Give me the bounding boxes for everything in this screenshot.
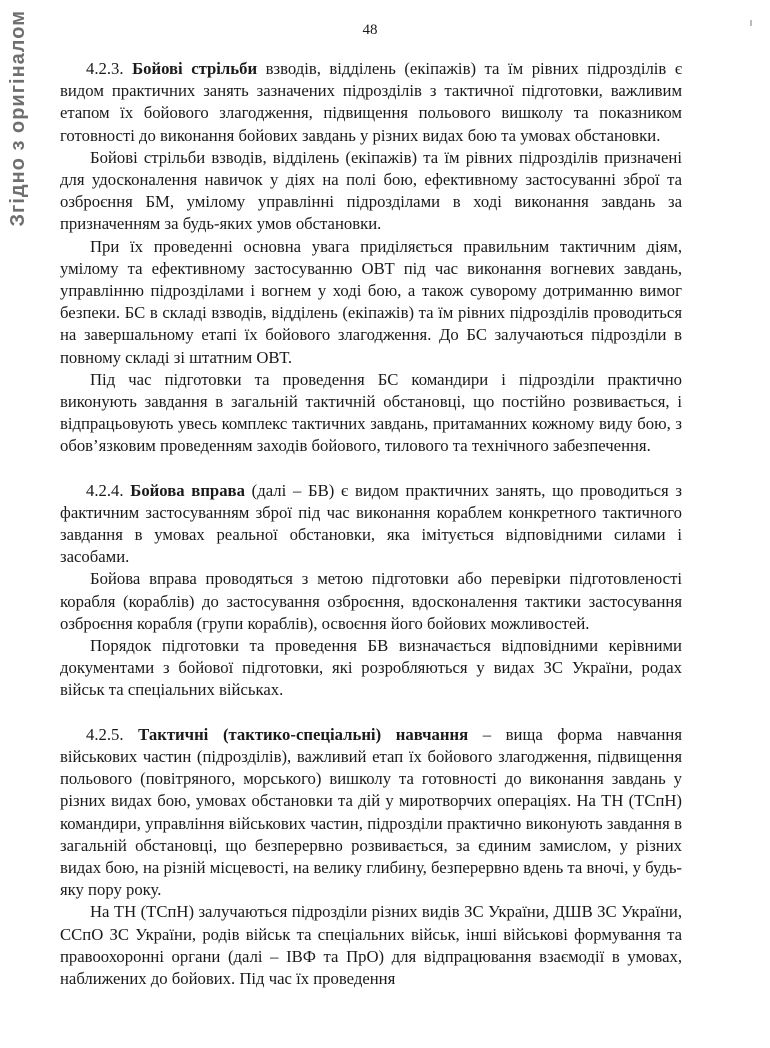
page-number: 48 — [362, 22, 378, 38]
scan-edge-mark — [750, 20, 752, 26]
section-term: Бойові стрільби — [132, 59, 258, 78]
section-term: Бойова вправа — [130, 480, 245, 500]
paragraph-text: взводів, відділень (екіпажів) та їм рівних підрозділів є видом практичних занять зазначених підрозділів з тактичної підготовки, важливим етапом їх бойового злагодження, підвищення польового вишколу та показником готовності до виконання бойових завдань у різних видах бою та умовах обстановки. — [60, 59, 683, 145]
paragraph: Під час підготовки та проведення БС командири і підрозділи практично виконують завдання в загальній тактичній обстановці, що постійно розвивається, і відпрацьовують увесь комплекс тактичних завдань, притаманних кожному виду бою, з обов’язковим проведенням заходів бойового, тилового та технічного забезпечення. — [60, 369, 682, 456]
paragraph-text: – вища форма навчання військових частин (підрозділів), важливий етап їх бойового злагодження, підвищення польового (повітряного, морського) вишколу та готовності до виконання завдань у різних видах бою, умовах обстановки та дій у миротворчих операціях. На ТН (ТСпН) командири, управління військових частин, підрозділи практично виконують завдання в загальній обстановці, що безперервно розвивається, за єдиним замислом, у різних видах бою, на різній місцевості, на велику глибину, безперервно вдень та вночі, у будь-яку пору року. — [60, 724, 682, 900]
document-body — [60, 58, 682, 990]
paragraph-4-2-5-intro — [60, 724, 682, 902]
certified-copy-stamp: Згідно з оригіналом — [7, 10, 29, 227]
section-number: 4.2.3. — [86, 59, 133, 78]
paragraph: При їх проведенні основна увага приділяється правильним тактичним діям, умілому та ефективному застосуванню ОВТ під час виконання вогневих завдань, управлінню підрозділами і вогнем у ході бою, а також суворому дотриманню вимог безпеки. БС в складі взводів, відділень (екіпажів) та їм рівних підрозділів проводиться на завершальному етапі їх бойового злагодження. До БС залучаються підрозділи в повному складі зі штатним ОВТ. — [60, 236, 682, 367]
paragraph: Порядок підготовки та проведення БВ визначається відповідними керівними документами з бойової підготовки, які розробляються у видах ЗС України, родах військ та спеціальних військах. — [60, 636, 682, 700]
paragraph-4-2-3-intro — [60, 58, 682, 147]
paragraph: На ТН (ТСпН) залучаються підрозділи різних видів ЗС України, ДШВ ЗС України, ССпО ЗС України, родів військ та спеціальних військ, інші військові формування та правоохоронні органи (далі – ІВФ та ПрО) для відпрацювання взаємодії в умовах, наближених до бойових. Під час їх проведення — [60, 902, 682, 988]
paragraph-text: (далі – БВ) є видом практичних занять, що проводиться з фактичним застосуванням зброї під час виконання кораблем конкретного тактичного завдання в умовах реальної обстановки, яка імітується відповідними силами і засобами. — [60, 480, 683, 567]
paragraph: Бойові стрільби взводів, відділень (екіпажів) та їм рівних підрозділів призначені для удосконалення навичок у діях на полі бою, ефективному застосуванні зброї та озброєння БМ, умілому управлінні підрозділами в ході виконання завдань за призначенням за будь-яких умов обстановки. — [60, 147, 682, 234]
section-number: 4.2.5. — [86, 724, 139, 744]
paragraph-4-2-4-intro — [60, 480, 682, 569]
section-term: Тактичні (тактико-спеціальні) навчання — [138, 724, 469, 744]
section-number: 4.2.4. — [86, 480, 131, 500]
paragraph: Бойова вправа проводяться з метою підготовки або перевірки підготовленості корабля (кораблів) до застосування озброєння, вдосконалення тактики застосування озброєння корабля (групи кораблів), освоєння його бойових можливостей. — [60, 569, 682, 633]
